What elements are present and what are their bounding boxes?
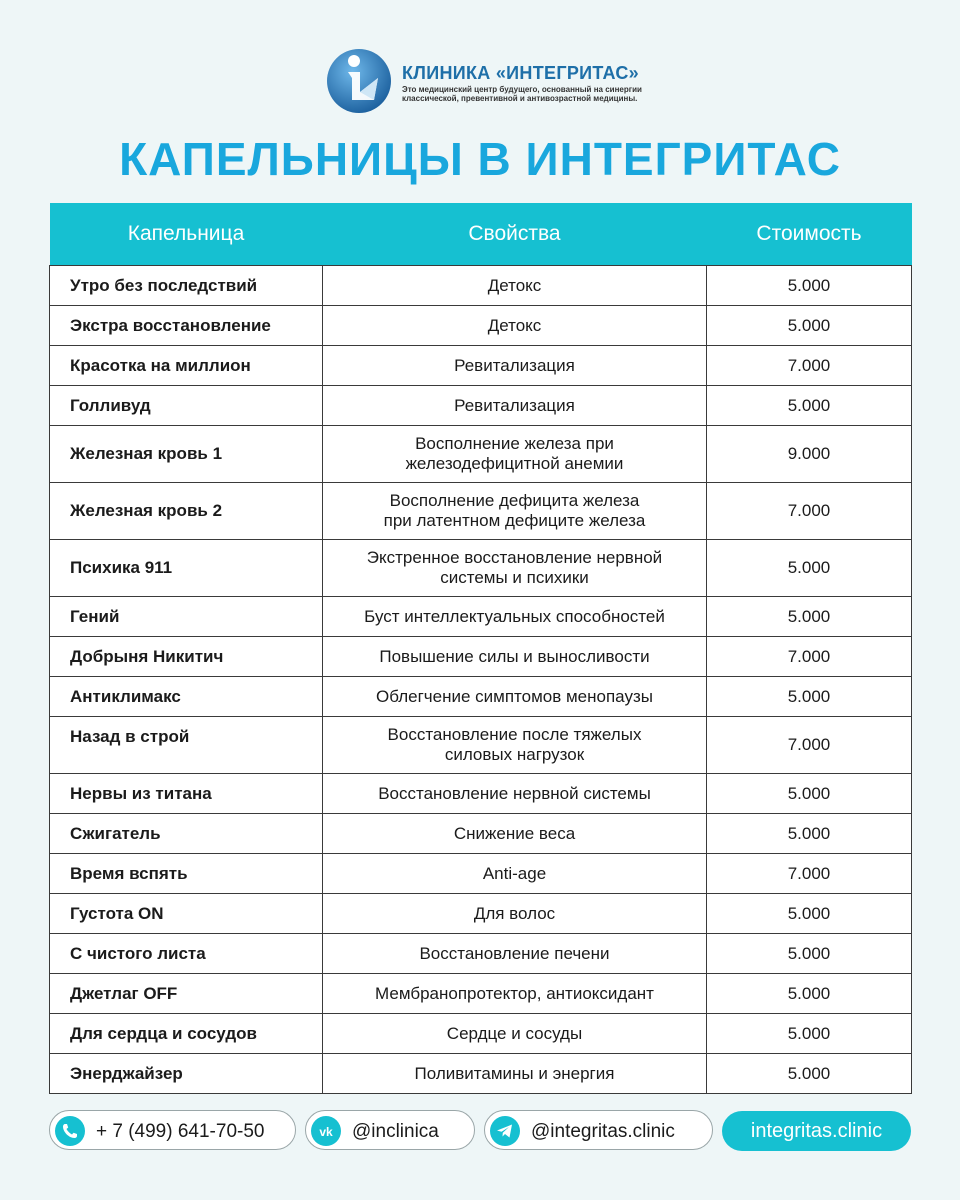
- drip-cost: 7.000: [707, 854, 912, 894]
- telegram-link[interactable]: [484, 1110, 713, 1150]
- property-line: Буст интеллектуальных способностей: [364, 606, 665, 626]
- drip-property: [323, 814, 707, 854]
- drip-name: Психика 911: [50, 540, 323, 597]
- table-row: [50, 894, 912, 934]
- drip-name: Для сердца и сосудов: [50, 1014, 323, 1054]
- drip-name: Назад в строй: [50, 717, 323, 774]
- drip-cost: 5.000: [707, 266, 912, 306]
- price-table: [49, 203, 912, 1094]
- drip-cost: 5.000: [707, 306, 912, 346]
- drip-property: [323, 306, 707, 346]
- drip-name: Железная кровь 2: [50, 483, 323, 540]
- drip-name: Экстра восстановление: [50, 306, 323, 346]
- table-row: [50, 346, 912, 386]
- drip-property: [323, 677, 707, 717]
- telegram-handle: @integritas.clinic: [531, 1121, 675, 1142]
- drip-cost: 5.000: [707, 814, 912, 854]
- drip-cost: 5.000: [707, 934, 912, 974]
- drip-name: Красотка на миллион: [50, 346, 323, 386]
- property-line: Детокс: [487, 275, 542, 295]
- phone-icon: [55, 1116, 85, 1146]
- clinic-name: КЛИНИКА «ИНТЕГРИТАС»: [402, 63, 639, 83]
- drip-cost: 5.000: [707, 1054, 912, 1094]
- drip-name: Джетлаг OFF: [50, 974, 323, 1014]
- drip-cost: 5.000: [707, 677, 912, 717]
- header-cost: Стоимость: [707, 203, 912, 266]
- website-button[interactable]: integritas.clinic: [722, 1111, 911, 1151]
- drip-property: [323, 717, 707, 774]
- drip-cost: 5.000: [707, 540, 912, 597]
- vk-link[interactable]: [305, 1110, 475, 1150]
- table-row: [50, 306, 912, 346]
- drip-property: [323, 934, 707, 974]
- header-drip: Капельница: [50, 203, 323, 266]
- property-line: Восполнение железа при: [415, 434, 614, 453]
- drip-property: [323, 346, 707, 386]
- drip-property: [323, 1054, 707, 1094]
- drip-cost: 7.000: [707, 346, 912, 386]
- property-line: Для волос: [473, 903, 556, 923]
- drip-cost: 7.000: [707, 637, 912, 677]
- property-line: Восстановление после тяжелых: [387, 725, 642, 744]
- table-row: [50, 386, 912, 426]
- property-line: Повышение силы и выносливости: [379, 646, 650, 666]
- table-row: [50, 637, 912, 677]
- table-row: [50, 483, 912, 540]
- drip-name: Утро без последствий: [50, 266, 323, 306]
- vk-handle: @inclinica: [352, 1121, 439, 1142]
- telegram-icon: [490, 1116, 520, 1146]
- table-row: [50, 1054, 912, 1094]
- drip-property: [323, 974, 707, 1014]
- property-line: Ревитализация: [454, 395, 575, 415]
- clinic-tagline: [402, 85, 662, 103]
- table-row: [50, 814, 912, 854]
- svg-text:vk: vk: [319, 1125, 333, 1139]
- property-line: Поливитамины и энергия: [414, 1063, 615, 1083]
- tagline-line-1: Это медицинский центр будущего, основанный на синергии: [402, 85, 642, 94]
- drip-name: Железная кровь 1: [50, 426, 323, 483]
- table-row: [50, 426, 912, 483]
- property-line: силовых нагрузок: [444, 745, 585, 764]
- drip-property: [323, 1014, 707, 1054]
- drip-cost: 5.000: [707, 386, 912, 426]
- drip-property: [323, 597, 707, 637]
- drip-cost: 9.000: [707, 426, 912, 483]
- drip-property: [323, 894, 707, 934]
- tagline-line-2: классической, превентивной и антивозрастной медицины.: [402, 94, 638, 103]
- property-line: Экстренное восстановление нервной: [366, 548, 663, 567]
- clinic-header: [326, 48, 666, 114]
- drip-property: [323, 483, 707, 540]
- drip-name: Время вспять: [50, 854, 323, 894]
- table-row: [50, 597, 912, 637]
- property-line: Облегчение симптомов менопаузы: [376, 686, 653, 706]
- drip-cost: 5.000: [707, 894, 912, 934]
- page-title: КАПЕЛЬНИЦЫ В ИНТЕГРИТАС: [119, 133, 841, 185]
- drip-name: Нервы из титана: [50, 774, 323, 814]
- drip-name: Антиклимакс: [50, 677, 323, 717]
- property-line: Сердце и сосуды: [446, 1023, 583, 1043]
- drip-cost: 5.000: [707, 974, 912, 1014]
- table-row: [50, 774, 912, 814]
- drip-name: Сжигатель: [50, 814, 323, 854]
- drip-cost: 7.000: [707, 483, 912, 540]
- drip-name: Гений: [50, 597, 323, 637]
- property-line: Anti-age: [482, 863, 547, 883]
- drip-property: [323, 854, 707, 894]
- property-line: Восстановление нервной системы: [378, 783, 651, 803]
- property-line: Ревитализация: [454, 355, 575, 375]
- property-line: железодефицитной анемии: [405, 454, 624, 473]
- property-line: Снижение веса: [453, 823, 576, 843]
- drip-property: [323, 774, 707, 814]
- drip-name: С чистого листа: [50, 934, 323, 974]
- drip-name: Голливуд: [50, 386, 323, 426]
- property-line: Восстановление печени: [419, 943, 610, 963]
- drip-cost: 7.000: [707, 717, 912, 774]
- drip-property: [323, 540, 707, 597]
- property-line: при латентном дефиците железа: [383, 511, 646, 530]
- drip-name: Густота ON: [50, 894, 323, 934]
- integritas-logo-icon: [326, 48, 392, 114]
- drip-cost: 5.000: [707, 597, 912, 637]
- drip-property: [323, 426, 707, 483]
- property-line: Мембранопротектор, антиоксидант: [375, 983, 654, 1003]
- table-row: [50, 934, 912, 974]
- table-row: [50, 854, 912, 894]
- header-properties: Свойства: [323, 203, 707, 266]
- table-row: [50, 974, 912, 1014]
- table-row: [50, 677, 912, 717]
- property-line: Восполнение дефицита железа: [389, 491, 640, 510]
- drip-name: Добрыня Никитич: [50, 637, 323, 677]
- drip-property: [323, 266, 707, 306]
- drip-name: Энерджайзер: [50, 1054, 323, 1094]
- phone-link[interactable]: [49, 1110, 296, 1150]
- vk-icon: [311, 1116, 341, 1146]
- drip-cost: 5.000: [707, 1014, 912, 1054]
- property-line: системы и психики: [440, 568, 589, 587]
- table-row: [50, 540, 912, 597]
- table-row: [50, 1014, 912, 1054]
- drip-property: [323, 386, 707, 426]
- drip-property: [323, 637, 707, 677]
- drip-cost: 5.000: [707, 774, 912, 814]
- table-row: [50, 717, 912, 774]
- phone-number: + 7 (499) 641-70-50: [96, 1121, 265, 1142]
- table-header-row: [50, 203, 912, 266]
- contact-footer: [49, 1110, 911, 1152]
- property-line: Детокс: [487, 315, 542, 335]
- table-row: [50, 266, 912, 306]
